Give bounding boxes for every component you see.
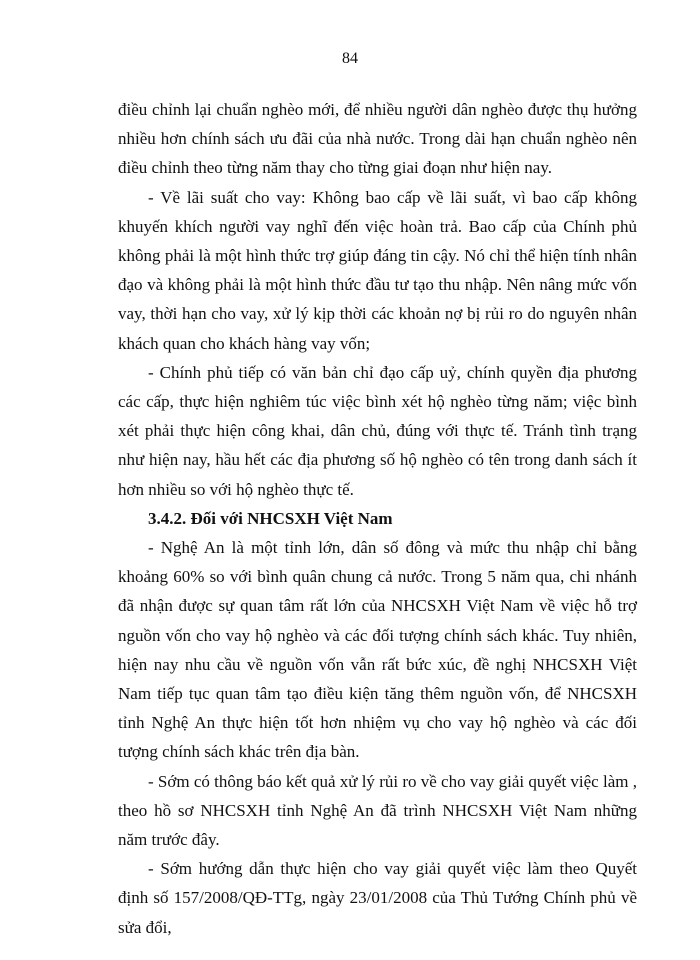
body-text [118, 95, 637, 942]
section-heading: 3.4.2. Đối với NHCSXH Việt Nam [148, 508, 393, 528]
page-number: 84 [342, 50, 358, 67]
paragraph-nghe-an-capital: - Nghệ An là một tỉnh lớn, dân số đông và mức thu nhập chỉ bằng khoảng 60% so với bình quân chung cả nước. Trong 5 năm qua, chi nhánh đã nhận được sự quan tâm rất lớn của NHCSXH Việt Nam về việc hỗ trợ nguồn vốn cho vay hộ nghèo và các đối tượng chính sách khác. Tuy nhiên, hiện nay nhu cầu về nguồn vốn vẫn rất bức xúc, đề nghị NHCSXH Việt Nam tiếp tục quan tâm tạo điều kiện tăng thêm nguồn vốn, để NHCSXH tỉnh Nghệ An thực hiện tốt hơn nhiệm vụ cho vay hộ nghèo và các đối tượng chính sách khác trên địa bàn. [118, 538, 637, 762]
paragraph-poverty-standard: điều chỉnh lại chuẩn nghèo mới, để nhiều người dân nghèo được thụ hưởng nhiều hơn chính sách ưu đãi của nhà nước. Trong dài hạn chuẩn nghèo nên điều chỉnh theo từng năm thay cho từng giai đoạn như hiện nay. [118, 100, 637, 178]
paragraph-risk-handling: - Sớm có thông báo kết quả xử lý rủi ro về cho vay giải quyết việc làm , theo hồ sơ NHCSXH tỉnh Nghệ An đã trình NHCSXH Việt Nam những năm trước đây. [118, 771, 637, 850]
paragraph-lending-guidance: - Sớm hướng dẫn thực hiện cho vay giải quyết việc làm theo Quyết định số 157/2008/QĐ-TTg, ngày 23/01/2008 của Thủ Tướng Chính phủ về sửa đổi, [118, 859, 637, 937]
paragraph-government-directive: - Chính phủ tiếp có văn bản chỉ đạo cấp uỷ, chính quyền địa phương các cấp, thực hiện nghiêm túc việc bình xét hộ nghèo từng năm; việc bình xét phải thực hiện công khai, dân chủ, đúng với thực tế. Tránh tình trạng như hiện nay, hầu hết các địa phương số hộ nghèo có tên trong danh sách ít hơn nhiều so với hộ nghèo thực tế. [118, 362, 637, 499]
paragraph-interest-rate: - Về lãi suất cho vay: Không bao cấp về lãi suất, vì bao cấp không khuyến khích người vay nghĩ đến việc hoàn trả. Bao cấp của Chính phủ không phải là một hình thức trợ giúp đáng tin cậy. Nó chỉ thể hiện tính nhân đạo và không phải là một hình thức đầu tư tạo thu nhập. Nên nâng mức vốn vay, thời hạn cho vay, xử lý kịp thời các khoản nợ bị rủi ro do nguyên nhân khách quan cho khách hàng vay vốn; [118, 187, 637, 353]
